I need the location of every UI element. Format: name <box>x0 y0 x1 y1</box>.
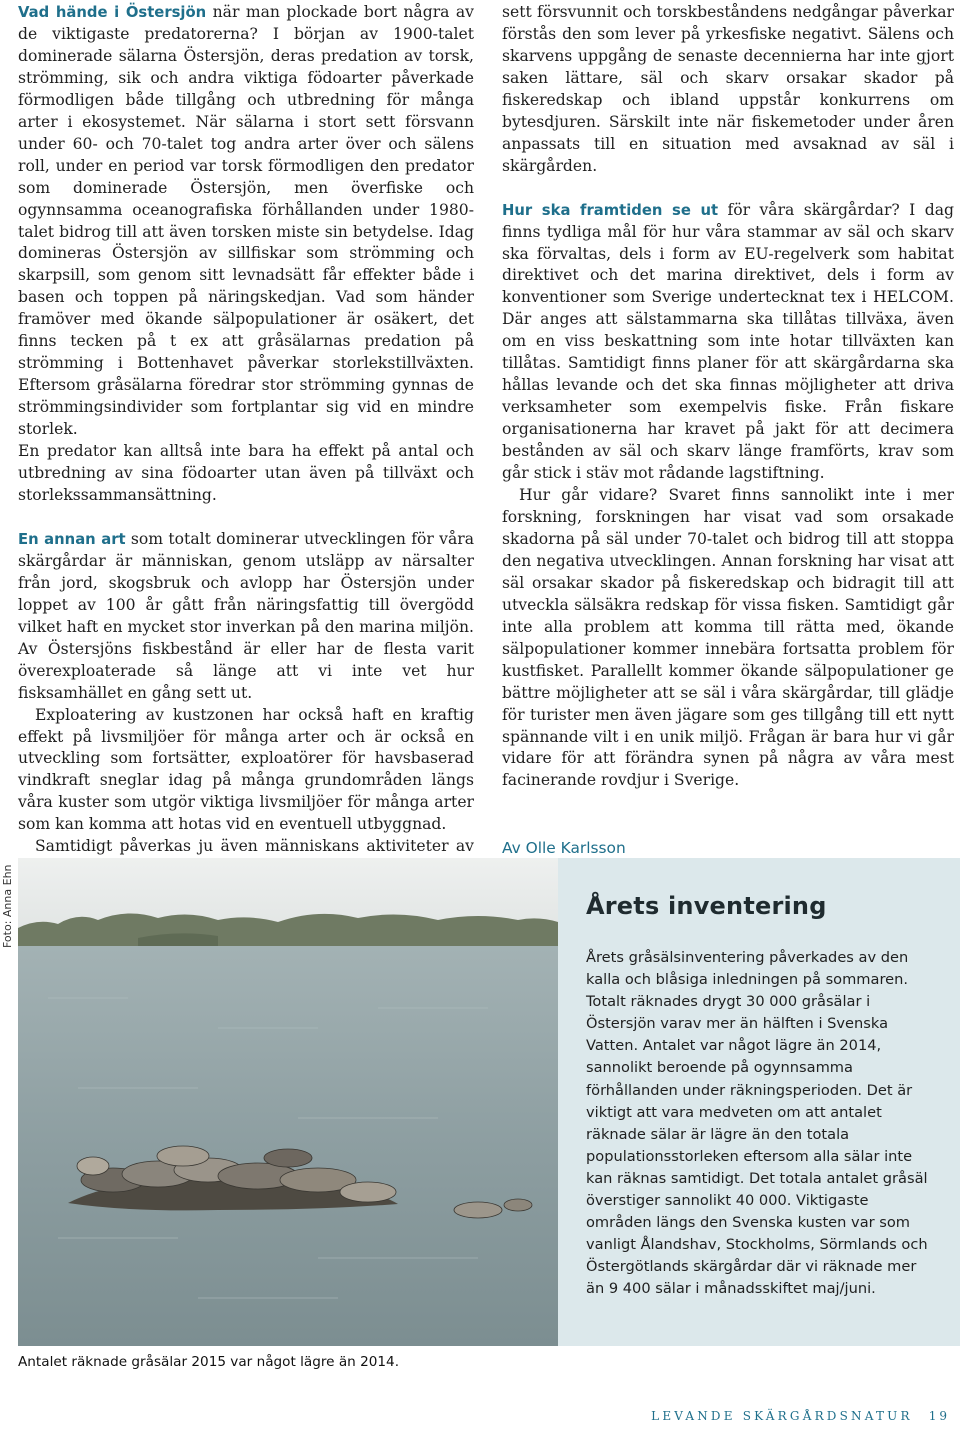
paragraph: Hur ska framtiden se ut för våra skärgårdar? I dag finns tydliga mål för hur våra stammar av säl och skarv ska förvaltas, dels i form av EU-regelverk som habitat direktivet och det marina direktivet, dels i form av konventioner som Sverige undertecknat tex i HELCOM. Där anges att sälstammarna ska tillåtas tillväxa, även om en viss beskattning som inte hotar tillväxten kan tillåtas. Samtidigt finns planer för att skärgårdarna ska hållas levande och det ska finnas möjligheter att driva verksamheter som exempelvis fiske. Från fiskare organisationerna har kravet på jakt för att decimera bestånden av säl och skarv länge framförts, krav som går stick i stäv mot rådande lagstiftning. <box>502 200 954 483</box>
paragraph: Exploatering av kustzonen har också haft en kraftig effekt på livsmiljöer för många arter och är också en utveckling som fortsätter, exploatörer för havsbaserad vindkraft sneglar idag på många grundområden längs våra kuster som utgör viktiga livsmiljöer för många arter som kan komma att hotas vid en eventuell utbyggnad. <box>18 705 474 834</box>
photo-caption: Antalet räknade gråsälar 2015 var något lägre än 2014. <box>18 1354 400 1370</box>
lead-in: En annan art <box>18 530 126 548</box>
author: Av Olle Karlsson <box>502 839 626 858</box>
article-right-column <box>502 2 954 881</box>
lead-in: Vad hände i Östersjön <box>18 4 207 21</box>
seal-photo <box>18 858 558 1346</box>
paragraph: En predator kan alltså inte bara ha effekt på antal och utbredning av sina födoarter utan även på tillväxt och storlekssammansättning. <box>18 442 474 504</box>
photo-credit: Foto: Anna Ehn <box>1 864 14 948</box>
paragraph: Hur går vidare? Svaret finns sannolikt inte i mer forskning, forskningen har visat vad som orsakade skadorna på säl under 70-talet och bidrog till att stoppa den negativa utvecklingen. Annan forskning har visat att säl orsakar skador på fiskeredskap och bidragit till att utveckla sälsäkra redskap för vissa fisken. Samtidigt går inte alla problem att komma till rätta med, ökande sälpopulationer kommer innebära fortsatta problem för kustfisket. Parallellt kommer ökande sälpopulationer ge bättre möjligheter att se säl i våra skärgårdar, till glädje för turister men även jägare som ges tillgång till ett nytt spännande vilt i en unik miljö. Frågan är bara hur vi går vidare för att förändra synen på några av våra mest facinerande rovdjur i Sverige. <box>502 486 954 790</box>
magazine-name: LEVANDE SKÄRGÅRDSNATUR <box>651 1409 913 1423</box>
factbox <box>558 858 960 1346</box>
paragraph: Samtidigt påverkas ju även människans aktiviteter av <box>35 837 474 856</box>
page-number: 19 <box>928 1409 950 1423</box>
lead-in: Hur ska framtiden se ut <box>502 201 719 219</box>
paragraph: En annan art som totalt dominerar utvecklingen för våra skärgårdar är människan, genom utsläpp av närsalter från jord, skogsbruk och avlopp har Östersjön under loppet av 100 år gått från näringsfattig till övergödd vilket haft en mycket stor inverkan på den marina miljön. Av Östersjöns fiskbestånd är eller har de flesta varit överexploaterade så länge att vi inte vet hur fisksamhället en gång sett ut. <box>18 529 474 702</box>
paragraph: Vad hände i Östersjön när man plockade bort några av de viktigaste predatorerna? I början av 1900-talet dominerade sälarna Östersjön, deras predation av torsk, strömming, sik och andra viktiga födoarter påverkade förmodligen både tillgång och utbredning för många arter i ekosystemet. När sälarna i stort sett försvann under 60- och 70-talet tog andra arter över och sälens roll, under en period var torsk förmodligen den predator som dominerade Östersjön, men överfiske och ogynnsamma oceanografiska förhållanden under 1980-talet bidrog till att även torsken miste sin betydelse. Idag domineras Östersjön av sillfiskar som strömming och skarpsill, som genom sitt levnadsätt får effekter både i basen och toppen på näringskedjan. Vad som händer framöver med ökande sälpopulationer är osäkert, det finns tecken på t ex att gråsälarnas predation på strömming i Bottenhavet påverkar storlekstillväxten. Eftersom gråsälarna föredrar stor strömming gynnas de strömmingsindivider som fortplantar sig vid en mindre storlek. <box>18 3 474 439</box>
factbox-body: Årets gråsälsinventering påverkades av den kalla och blåsiga inledningen på sommaren. Totalt räknades drygt 30 000 gråsälar i Östersjön varav mer än hälften i Svenska Vatten. Antalet var något lägre än 2014, sannolikt beroende på ogynnsamma förhållanden under räkningsperioden. Det är viktigt att vara medveten om att antalet räknade sälar är lägre än den totala populationsstorleken eftersom alla sälar inte kan räknas samtidigt. Det totala antalet gråsäl överstiger sannolikt 40 000. Viktigaste områden längs den Svenska kusten var som vanligt Ålandshav, Stockholms, Sörmlands och Östergötlands skärgårdar där vi räknade mer än 9 400 sälar i månadsskiftet maj/juni. <box>586 949 928 1298</box>
page-footer <box>651 1409 950 1423</box>
factbox-title: Årets inventering <box>586 892 827 920</box>
paragraph: sett försvunnit och torskbeståndens nedgångar påverkar förstås den som lever på yrkesfiske negativt. Sälens och skarvens uppgång de senaste decennierna har inte gjort saken lättare, säl och skarv orsakar skador på fiskeredskap och ibland uppstår konkurrens om bytesdjuren. Särskilt inte när fiskemetoder under åren anpassats till en situation med avsaknad av säl i skärgården. <box>502 3 954 175</box>
article-left-column <box>18 2 474 902</box>
